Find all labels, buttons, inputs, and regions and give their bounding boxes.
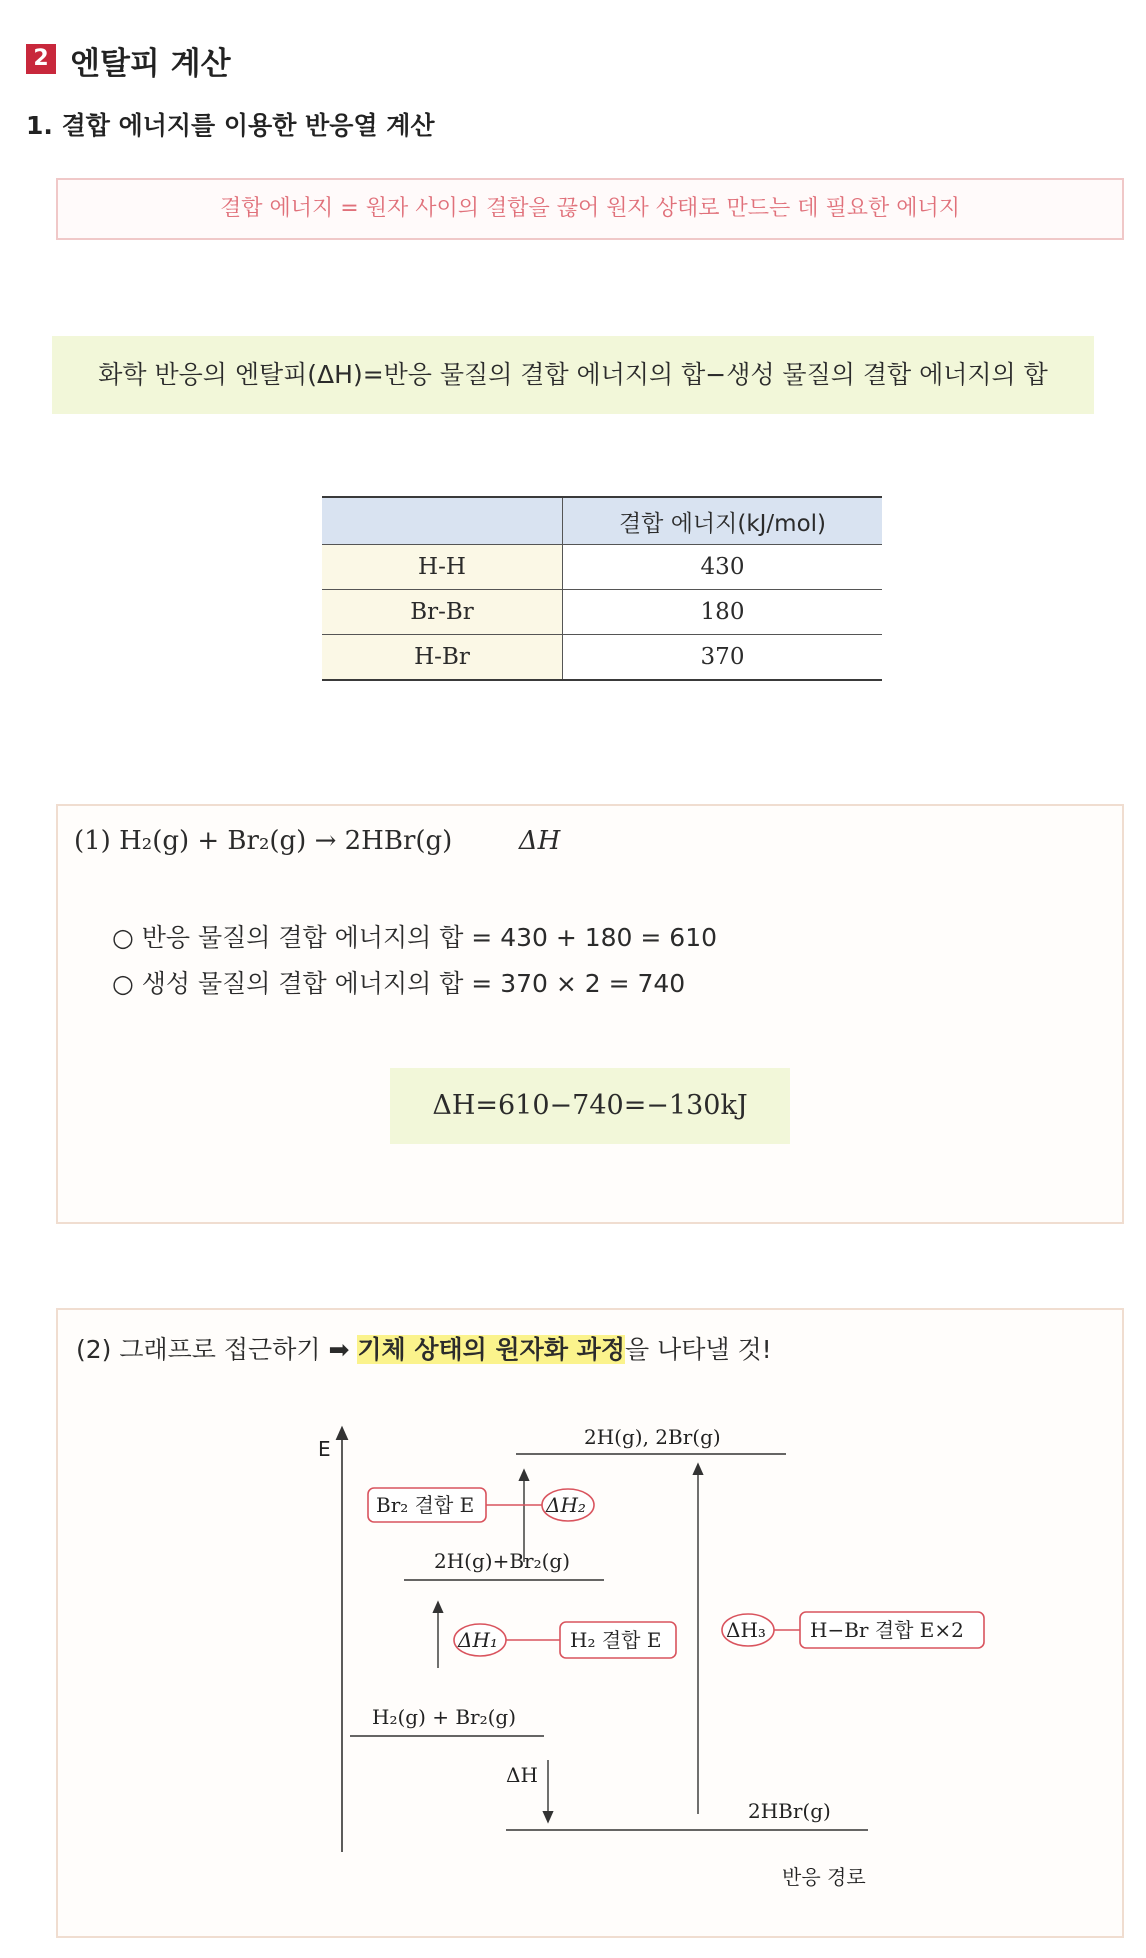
reaction-path-label: 반응 경로 [782, 1865, 866, 1889]
bond-name-cell: H-H [322, 545, 563, 590]
equation-text: (1) H₂(g) + Br₂(g) → 2HBr(g) [74, 826, 453, 856]
product-bond-sum: ○ 생성 물질의 결합 에너지의 합 = 370 × 2 = 740 [112, 969, 686, 998]
bond-name-cell: Br-Br [322, 590, 563, 635]
level-reactants-label: H₂(g) + Br₂(g) [372, 1705, 517, 1729]
h2-bond-label: H₂ 결합 E [570, 1628, 662, 1652]
result-text: ΔH=610−740=−130kJ [432, 1090, 748, 1121]
heading-suffix: 을 나타낼 것! [624, 1335, 772, 1364]
heading-prefix: (2) 그래프로 접근하기 ➡ [76, 1335, 358, 1364]
table-header-cell: 결합 에너지(kJ/mol) [563, 497, 883, 545]
bond-name-cell: H-Br [322, 635, 563, 681]
dh2-label: ΔH₂ [546, 1493, 586, 1517]
level-mid-label: 2H(g)+Br₂(g) [434, 1549, 571, 1573]
bond-energy-cell: 370 [563, 635, 883, 681]
hbr-bond-label: H−Br 결합 E×2 [810, 1618, 964, 1642]
dh3-label: ΔH₃ [726, 1618, 766, 1642]
dh1-label: ΔH₁ [458, 1628, 498, 1652]
level-product-label: 2HBr(g) [748, 1799, 831, 1823]
enthalpy-symbol: ΔH [518, 826, 561, 856]
heading-highlight: 기체 상태의 원자화 과정 [357, 1335, 625, 1364]
formula-text: 화학 반응의 엔탈피(ΔH)=반응 물질의 결합 에너지의 합−생성 물질의 결합 에너지의 합 [98, 360, 1048, 389]
bond-energy-cell: 430 [563, 545, 883, 590]
level-atoms-label: 2H(g), 2Br(g) [584, 1425, 721, 1449]
section-number-badge: 2 [26, 44, 56, 74]
dh-label: ΔH [506, 1763, 538, 1787]
br2-bond-label: Br₂ 결합 E [376, 1493, 475, 1517]
energy-axis-label: E [318, 1437, 331, 1461]
bond-energy-cell: 180 [563, 590, 883, 635]
definition-text: 결합 에너지 = 원자 사이의 결합을 끊어 원자 상태로 만드는 데 필요한 에너지 [220, 196, 960, 221]
subsection-title: 1. 결합 에너지를 이용한 반응열 계산 [26, 111, 435, 140]
section-title: 엔탈피 계산 [70, 46, 231, 82]
reactant-bond-sum: ○ 반응 물질의 결합 에너지의 합 = 430 + 180 = 610 [112, 923, 718, 952]
